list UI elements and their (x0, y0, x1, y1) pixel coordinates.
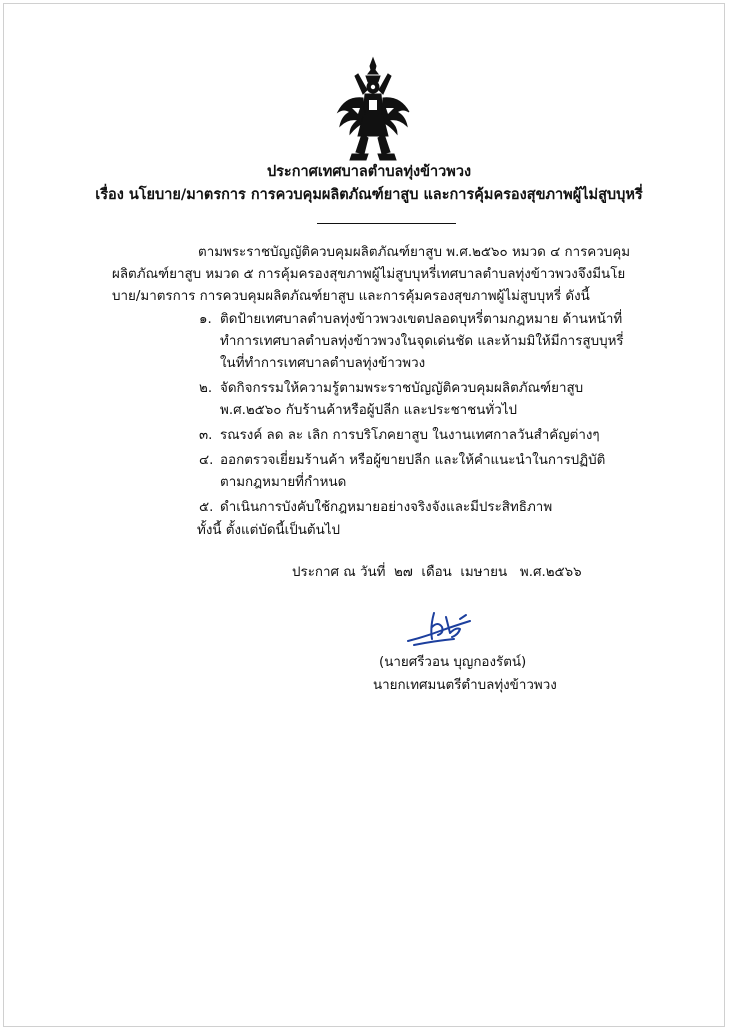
item-number: ๔. (199, 453, 214, 468)
title-underline (317, 223, 456, 224)
list-item (199, 450, 629, 494)
signature (404, 607, 476, 649)
document-page (3, 3, 725, 1027)
policy-list (199, 309, 629, 522)
item-text: รณรงค์ ลด ละ เลิก การบริโภคยาสูบ ในงานเทศกาลวันสำคัญต่างๆ (220, 428, 600, 443)
list-item (199, 497, 629, 519)
list-item (199, 425, 629, 447)
announcement-title: ประกาศเทศบาลตำบลทุ่งข้าวพวง (266, 164, 472, 180)
list-item (199, 378, 629, 422)
item-text: จัดกิจกรรมให้ความรู้ตามพระราชบัญญัติควบคุมผลิตภัณฑ์ยาสูบ พ.ศ.๒๕๖๐ กับร้านค้าหรือผู้ปลีก และประชาชนทั่วไป (220, 381, 584, 418)
item-text: ออกตรวจเยี่ยมร้านค้า หรือผู้ขายปลีก และให้คำแนะนำในการปฏิบัติตามกฎหมายที่กำหนด (220, 453, 606, 490)
intro-paragraph: ตามพระราชบัญญัติควบคุมผลิตภัณฑ์ยาสูบ พ.ศ.๒๕๖๐ หมวด ๔ การควบคุมผลิตภัณฑ์ยาสูบ หมวด ๕ การคุ้มครองสุขภาพผู้ไม่สูบบุหรี่เทศบาลตำบลทุ่งข้าวพวงจึงมีนโยบาย/มาตรการ การควบคุมผลิตภัณฑ์ยาสูบ และการคุ้มครองสุขภาพผู้ไม่สูบบุหรี่ ดังนี้ (112, 245, 631, 304)
list-item (199, 309, 629, 375)
signer-name: (นายศรีวอน บุญกองรัตน์) (379, 655, 527, 670)
item-number: ๒. (199, 381, 213, 396)
item-number: ๑. (199, 312, 212, 327)
item-text: ติดป้ายเทศบาลตำบลทุ่งข้าวพวงเขตปลอดบุหรี่ตามกฎหมาย ด้านหน้าที่ทำการเทศบาลตำบลทุ่งข้าวพวงในจุดเด่นชัด และห้ามมิให้มีการสูบบุหรี่ในที่ทำการเทศบาลตำบลทุ่งข้าวพวง (220, 312, 624, 371)
item-text: ดำเนินการบังคับใช้กฎหมายอย่างจริงจังและมีประสิทธิภาพ (220, 500, 553, 515)
item-number: ๓. (199, 428, 213, 443)
signer-position: นายกเทศมนตรีตำบลทุ่งข้าวพวง (373, 678, 557, 693)
announcement-date: ประกาศ ณ วันที่ ๒๗ เดือน เมษายน พ.ศ.๒๕๖๖ (292, 565, 582, 580)
garuda-emblem (336, 56, 411, 162)
item-number: ๕. (199, 500, 214, 515)
announcement-subject: เรื่อง นโยบาย/มาตรการ การควบคุมผลิตภัณฑ์ยาสูบ และการคุ้มครองสุขภาพผู้ไม่สูบบุหรี่ (95, 187, 643, 203)
closing-statement: ทั้งนี้ ตั้งแต่บัดนี้เป็นต้นไป (197, 523, 341, 538)
